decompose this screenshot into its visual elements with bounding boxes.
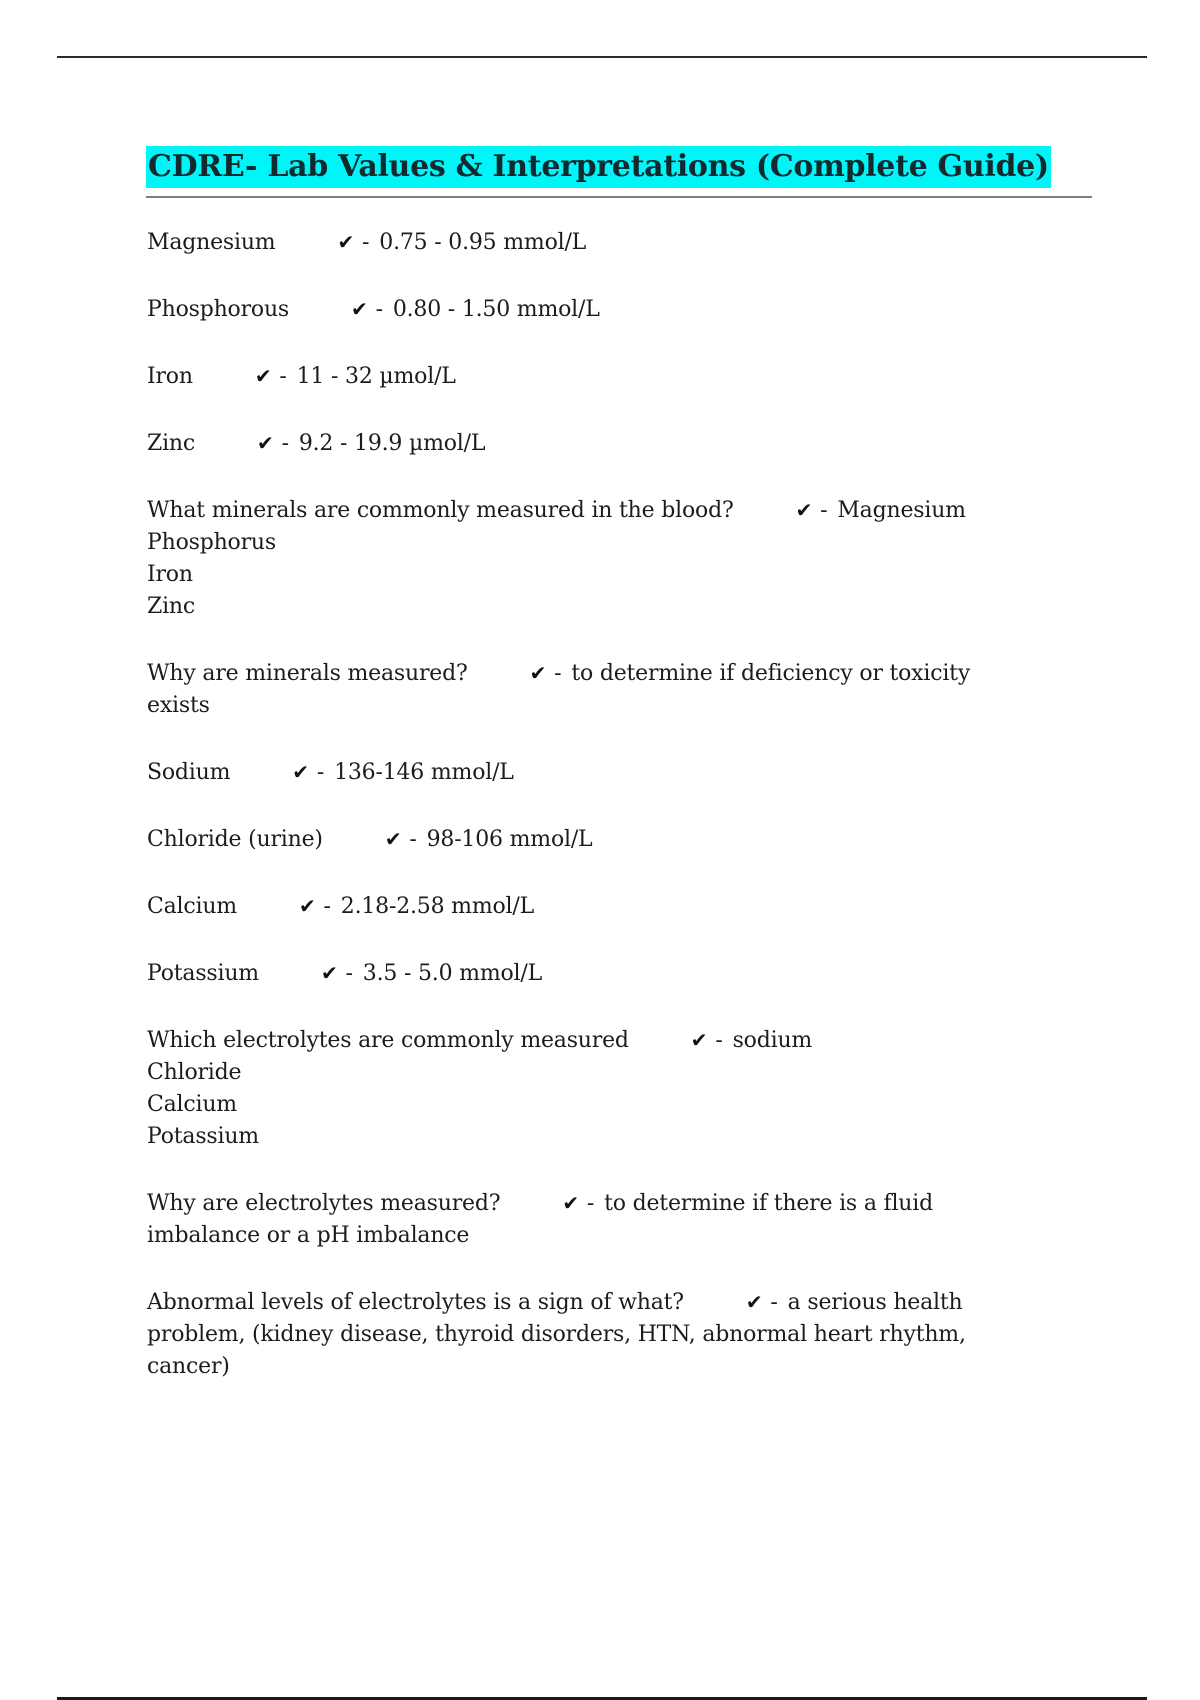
separator-dash: -	[554, 661, 562, 686]
entry-answer: 11 - 32 µmol/L	[296, 364, 456, 389]
entry-first-line	[147, 756, 1087, 789]
entry-answer: 2.18-2.58 mmol/L	[340, 894, 535, 919]
flashcard-entry	[147, 823, 1087, 856]
page-top-rule	[57, 56, 1147, 58]
separator-dash: -	[770, 1290, 778, 1315]
entry-answer: Magnesium	[837, 498, 966, 523]
flashcard-entry	[147, 957, 1087, 990]
flashcard-entry	[147, 1024, 1087, 1153]
entry-answer-continuation: Calcium	[147, 1092, 237, 1117]
checkmark-icon: ✔	[562, 1191, 579, 1215]
entry-answer-continuation: Potassium	[147, 1124, 259, 1149]
checkmark-icon: ✔	[337, 230, 355, 254]
entry-answer-continuation: Zinc	[147, 594, 196, 619]
entry-answer-continuation: Phosphorus	[147, 530, 276, 555]
flashcard-entry	[147, 657, 1087, 722]
checkmark-icon: ✔	[795, 498, 813, 522]
checkmark-icon: ✔	[529, 661, 547, 685]
entry-question: Which electrolytes are commonly measured	[147, 1028, 629, 1053]
entry-question: Abnormal levels of electrolytes is a sign of what?	[147, 1290, 684, 1315]
separator-dash: -	[281, 431, 289, 456]
entry-question: Why are minerals measured?	[147, 661, 468, 686]
entry-question: Why are electrolytes measured?	[147, 1191, 501, 1216]
entry-question: Phosphorous	[147, 297, 290, 322]
entry-first-line	[147, 293, 1087, 326]
entry-first-line	[147, 1187, 1087, 1220]
flashcard-entry	[147, 494, 1087, 623]
separator-dash: -	[323, 894, 331, 919]
checkmark-icon: ✔	[351, 297, 368, 321]
checkmark-icon: ✔	[298, 894, 316, 918]
entry-first-line	[147, 1024, 1087, 1057]
separator-dash: -	[820, 498, 828, 523]
entry-first-line	[147, 494, 1087, 527]
entry-first-line	[147, 823, 1087, 856]
flashcard-entry	[147, 360, 1087, 393]
entry-answer: sodium	[732, 1028, 813, 1053]
entry-answer-continuation: imbalance or a pH imbalance	[147, 1223, 470, 1248]
entry-question: Sodium	[147, 760, 231, 785]
entry-question: Iron	[147, 364, 193, 389]
entry-question: Chloride (urine)	[147, 827, 323, 852]
flashcard-entry	[147, 1187, 1087, 1252]
entry-question: Calcium	[147, 894, 237, 919]
separator-dash: -	[586, 1191, 595, 1216]
flashcard-entry	[147, 890, 1087, 923]
entry-answer: to determine if deficiency or toxicity	[571, 661, 971, 686]
entry-answer: 136-146 mmol/L	[334, 760, 514, 785]
entry-question: Zinc	[147, 431, 196, 456]
page-title: CDRE- Lab Values & Interpretations (Complete Guide)	[146, 146, 1051, 188]
entry-answer-continuation: problem, (kidney disease, thyroid disorders, HTN, abnormal heart rhythm,	[147, 1322, 966, 1347]
entry-answer-continuation: Iron	[147, 562, 193, 587]
entry-answer-continuation: cancer)	[147, 1354, 230, 1379]
separator-dash: -	[715, 1028, 723, 1053]
lab-values-list	[147, 226, 1087, 1417]
entry-answer-continuation: exists	[147, 693, 210, 718]
entry-answer: 9.2 - 19.9 µmol/L	[298, 431, 486, 456]
checkmark-icon: ✔	[292, 760, 309, 784]
checkmark-icon: ✔	[320, 961, 338, 985]
flashcard-entry	[147, 1286, 1087, 1383]
entry-question: Potassium	[147, 961, 259, 986]
separator-dash: -	[345, 961, 353, 986]
title-block	[146, 146, 1092, 198]
entry-answer: to determine if there is a fluid	[604, 1191, 933, 1216]
entry-first-line	[147, 657, 1087, 690]
checkmark-icon: ✔	[254, 364, 272, 388]
checkmark-icon: ✔	[257, 431, 274, 455]
separator-dash: -	[316, 760, 325, 785]
flashcard-entry	[147, 293, 1087, 326]
separator-dash: -	[279, 364, 287, 389]
separator-dash: -	[409, 827, 417, 852]
entry-question: Magnesium	[147, 230, 276, 255]
flashcard-entry	[147, 427, 1087, 460]
checkmark-icon: ✔	[384, 827, 402, 851]
entry-first-line	[147, 890, 1087, 923]
entry-answer: 3.5 - 5.0 mmol/L	[362, 961, 542, 986]
entry-answer: 98-106 mmol/L	[426, 827, 593, 852]
entry-answer: 0.80 - 1.50 mmol/L	[392, 297, 600, 322]
entry-answer: a serious health	[787, 1290, 963, 1315]
entry-first-line	[147, 957, 1087, 990]
flashcard-entry	[147, 226, 1087, 259]
entry-first-line	[147, 427, 1087, 460]
entry-answer: 0.75 - 0.95 mmol/L	[379, 230, 587, 255]
entry-question: What minerals are commonly measured in the blood?	[147, 498, 734, 523]
entry-first-line	[147, 360, 1087, 393]
entry-answer-continuation: Chloride	[147, 1060, 242, 1085]
flashcard-entry	[147, 756, 1087, 789]
checkmark-icon: ✔	[745, 1290, 763, 1314]
checkmark-icon: ✔	[690, 1028, 708, 1052]
separator-dash: -	[375, 297, 383, 322]
entry-first-line	[147, 226, 1087, 259]
separator-dash: -	[362, 230, 370, 255]
entry-first-line	[147, 1286, 1087, 1319]
